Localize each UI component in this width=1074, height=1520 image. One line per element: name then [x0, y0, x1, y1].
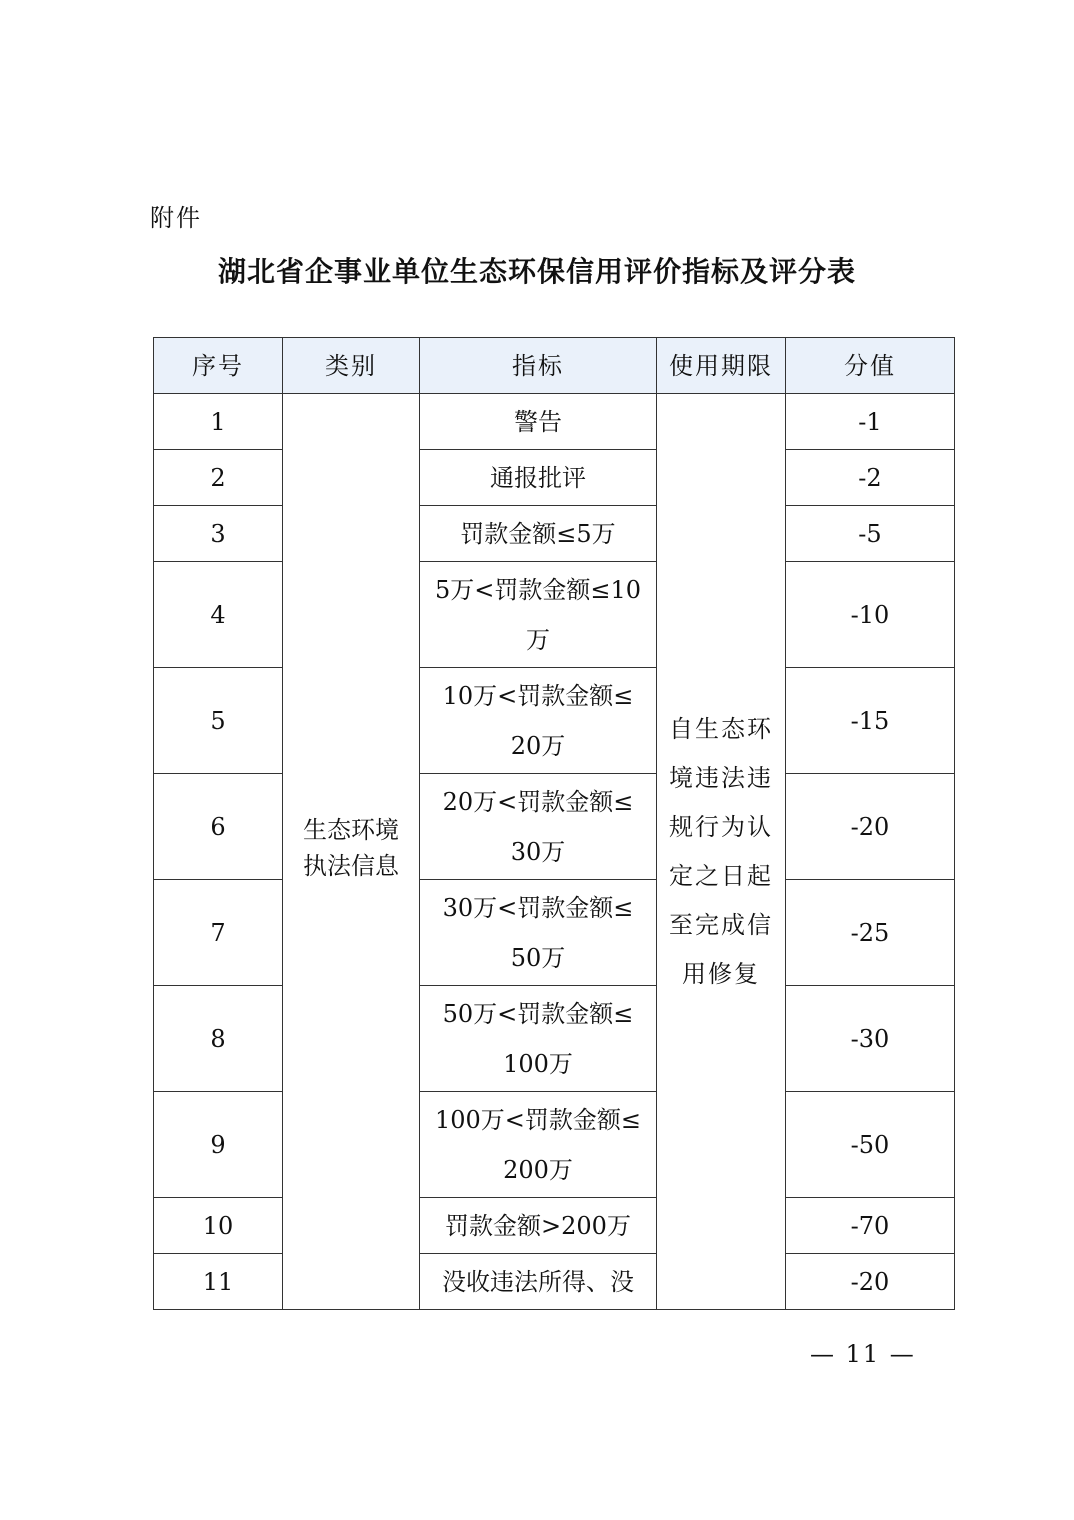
score-cell: -10 — [786, 562, 955, 668]
row-no: 5 — [154, 668, 283, 774]
table-row — [154, 880, 955, 986]
score-cell: -30 — [786, 986, 955, 1092]
header-score: 分值 — [786, 338, 955, 394]
indicator-cell — [420, 668, 657, 774]
indicator-line: 20万 — [510, 731, 566, 760]
indicator-line: 20万<罚款金额≤ — [442, 787, 634, 816]
indicator-cell: 罚款金额>200万 — [420, 1198, 657, 1254]
row-no: 10 — [154, 1198, 283, 1254]
row-no: 1 — [154, 394, 283, 450]
score-cell: -5 — [786, 506, 955, 562]
document-title: 湖北省企事业单位生态环保信用评价指标及评分表 — [217, 255, 856, 288]
row-no: 7 — [154, 880, 283, 986]
table-row — [154, 1092, 955, 1198]
score-cell: -2 — [786, 450, 955, 506]
indicator-cell — [420, 562, 657, 668]
row-no: 11 — [154, 1254, 283, 1310]
score-cell: -25 — [786, 880, 955, 986]
category-line: 生态环境 — [303, 816, 399, 844]
table-row — [154, 562, 955, 668]
indicator-cell — [420, 880, 657, 986]
indicator-line: 10万<罚款金额≤ — [442, 681, 634, 710]
category-cell — [283, 394, 420, 1310]
table-row — [154, 668, 955, 774]
page-number: — 11 — — [810, 1340, 916, 1368]
indicator-cell — [420, 774, 657, 880]
category-line: 执法信息 — [303, 852, 399, 880]
header-no: 序号 — [154, 338, 283, 394]
indicator-line: 100万<罚款金额≤ — [434, 1105, 642, 1134]
score-cell: -50 — [786, 1092, 955, 1198]
indicator-line: 100万 — [503, 1049, 573, 1078]
score-cell: -20 — [786, 774, 955, 880]
indicator-line: 30万 — [510, 837, 566, 866]
table-header-row — [154, 338, 955, 394]
indicator-cell: 通报批评 — [420, 450, 657, 506]
table-row — [154, 450, 955, 506]
row-no: 6 — [154, 774, 283, 880]
header-period: 使用期限 — [657, 338, 786, 394]
indicator-cell: 警告 — [420, 394, 657, 450]
score-cell: -70 — [786, 1198, 955, 1254]
period-line: 自生态环 — [669, 714, 773, 743]
score-cell: -1 — [786, 394, 955, 450]
indicator-cell — [420, 986, 657, 1092]
header-indicator: 指标 — [420, 338, 657, 394]
indicator-cell: 罚款金额≤5万 — [420, 506, 657, 562]
indicator-cell — [420, 1092, 657, 1198]
score-cell: -20 — [786, 1254, 955, 1310]
period-line: 至完成信 — [669, 910, 773, 939]
row-no: 9 — [154, 1092, 283, 1198]
indicator-line: 50万<罚款金额≤ — [442, 999, 634, 1028]
indicator-cell: 没收违法所得、没 — [420, 1254, 657, 1310]
table-row — [154, 506, 955, 562]
header-category: 类别 — [283, 338, 420, 394]
row-no: 8 — [154, 986, 283, 1092]
credit-score-table — [153, 337, 955, 1310]
table-row — [154, 1254, 955, 1310]
table-row — [154, 394, 955, 450]
table-row — [154, 986, 955, 1092]
row-no: 2 — [154, 450, 283, 506]
table-row — [154, 774, 955, 880]
indicator-line: 5万<罚款金额≤10 — [434, 575, 642, 604]
period-line: 规行为认 — [669, 812, 773, 841]
period-line: 境违法违 — [669, 763, 773, 792]
indicator-line: 万 — [526, 625, 550, 654]
score-cell: -15 — [786, 668, 955, 774]
indicator-line: 50万 — [510, 943, 566, 972]
row-no: 3 — [154, 506, 283, 562]
period-line: 用修复 — [682, 959, 760, 988]
row-no: 4 — [154, 562, 283, 668]
period-cell — [657, 394, 786, 1310]
indicator-line: 30万<罚款金额≤ — [442, 893, 634, 922]
period-line: 定之日起 — [669, 861, 773, 890]
indicator-line: 200万 — [503, 1155, 573, 1184]
attachment-label: 附件 — [150, 204, 202, 232]
table-row — [154, 1198, 955, 1254]
